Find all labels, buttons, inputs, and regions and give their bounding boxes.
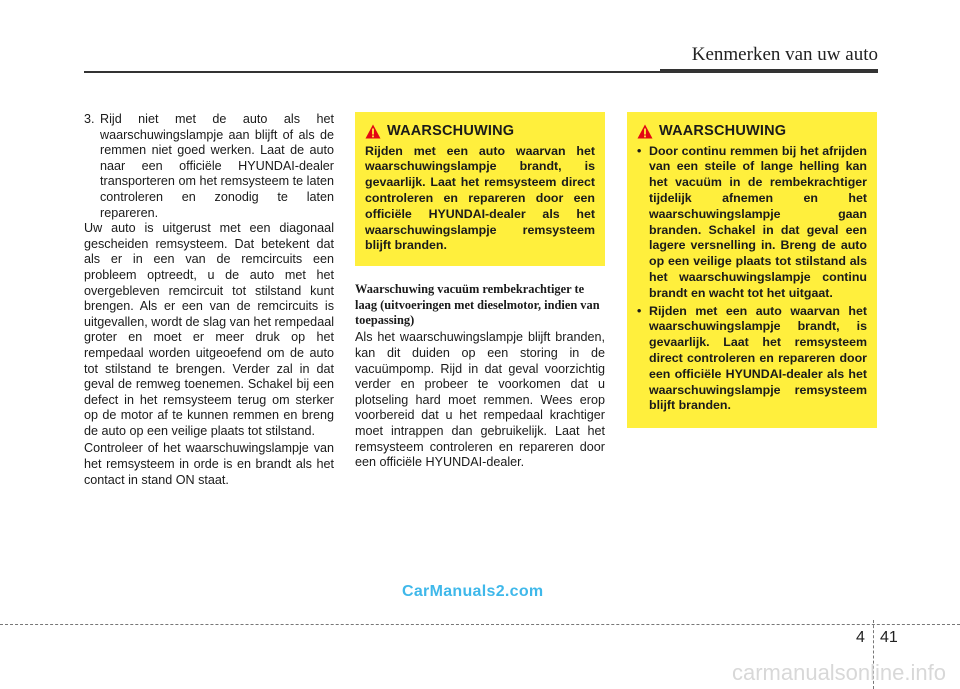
bullet-text: Door continu remmen bij het afrijden van een steile of lange helling kan het vacuüm in de rembekrachtiger tijdelijk afnemen en het waarschuwingslampje gaan branden. Schakel in dat geval een lagere versnelling in. Breng de auto op een veilige plaats tot stilstand als het waarschuwingslampje continu brandt en wacht tot het uitgaat.	[649, 143, 867, 300]
warning-box	[355, 112, 605, 266]
warning-title: WAARSCHUWING	[387, 123, 515, 139]
column-right	[627, 112, 877, 428]
warning-header	[365, 124, 595, 140]
site-watermark: carmanualsonline.info	[731, 660, 946, 685]
watermark-link[interactable]: CarManuals2.com	[402, 583, 544, 600]
column-middle	[355, 112, 605, 473]
warning-box	[627, 112, 877, 428]
warning-bullet-list	[637, 144, 867, 415]
header-title: Kenmerken van uw auto	[691, 44, 878, 65]
item-number: 3.	[84, 112, 95, 126]
bullet-icon: •	[637, 143, 642, 158]
warning-text: Rijden met een auto waarvan het waarschuwingslampje brandt, is gevaarlijk. Laat het remsysteem direct controleren en repareren door een officiële HYUNDAI-dealer als het waarschuwingslampje remsysteem blijft branden.	[365, 143, 595, 253]
warning-triangle-icon	[637, 124, 653, 139]
bullet-icon: •	[637, 303, 642, 318]
section-subheading: Waarschuwing vacuüm rembekrachtiger te laag (uitvoeringen met dieselmotor, indien van toepassing)	[355, 282, 600, 327]
footer-rule	[0, 624, 960, 625]
list-item	[637, 304, 867, 415]
list-item	[637, 144, 867, 302]
page-number: 41	[880, 629, 898, 646]
warning-triangle-icon	[365, 124, 381, 139]
warning-header	[637, 124, 867, 140]
warning-title: WAARSCHUWING	[659, 123, 787, 139]
bullet-text: Rijden met een auto waarvan het waarschuwingslampje brandt, is gevaarlijk. Laat het remsysteem direct controleren en repareren door een officiële HYUNDAI-dealer als het waarschuwingslampje remsysteem blijft branden.	[649, 303, 867, 413]
column-left	[84, 112, 334, 490]
header-rule-accent	[660, 69, 878, 73]
numbered-item-3	[84, 112, 334, 221]
paragraph-vacuum: Als het waarschuwingslampje blijft branden, kan dit duiden op een storing in de vacuümpomp. Rijd in dat geval voorzichtig verder en probeer te voorkomen dat u plotseling hard moet remmen. Wees erop voorbereid dat u het rempedaal krachtiger moet intrappen dan gebruikelijk. Laat het remsysteem controleren en repareren door een officiële HYUNDAI-dealer.	[355, 330, 605, 470]
paragraph-check-lamp: Controleer of het waarschuwingslampje van het remsysteem in orde is en brandt als het contact in stand ON staat.	[84, 441, 334, 487]
section-number: 4	[856, 629, 865, 646]
item-text: Rijd niet met de auto als het waarschuwingslampje aan blijft of als de remmen niet goed werken. Laat de auto naar een officiële HYUNDAI-dealer transporteren om het remsysteem te laten controleren en zonodig te laten repareren.	[100, 112, 334, 220]
paragraph-diagonal-brakes: Uw auto is uitgerust met een diagonaal gescheiden remsysteem. Dat betekent dat als er in een van de remcircuits een probleem optreedt, u de auto met het overgebleven remcircuit tot stilstand kunt brengen. Als er een van de remcircuits is uitgevallen, wordt de slag van het rempedaal groter en moet er meer druk op het rempedaal worden uitgeoefend om de auto tot stilstand te brengen. Verder zal in dat geval de remweg toenemen. Schakel bij een defect in het remsysteem terug om sterker op de motor af te kunnen remmen en breng de auto op een veilige plaats tot stilstand.	[84, 221, 334, 438]
